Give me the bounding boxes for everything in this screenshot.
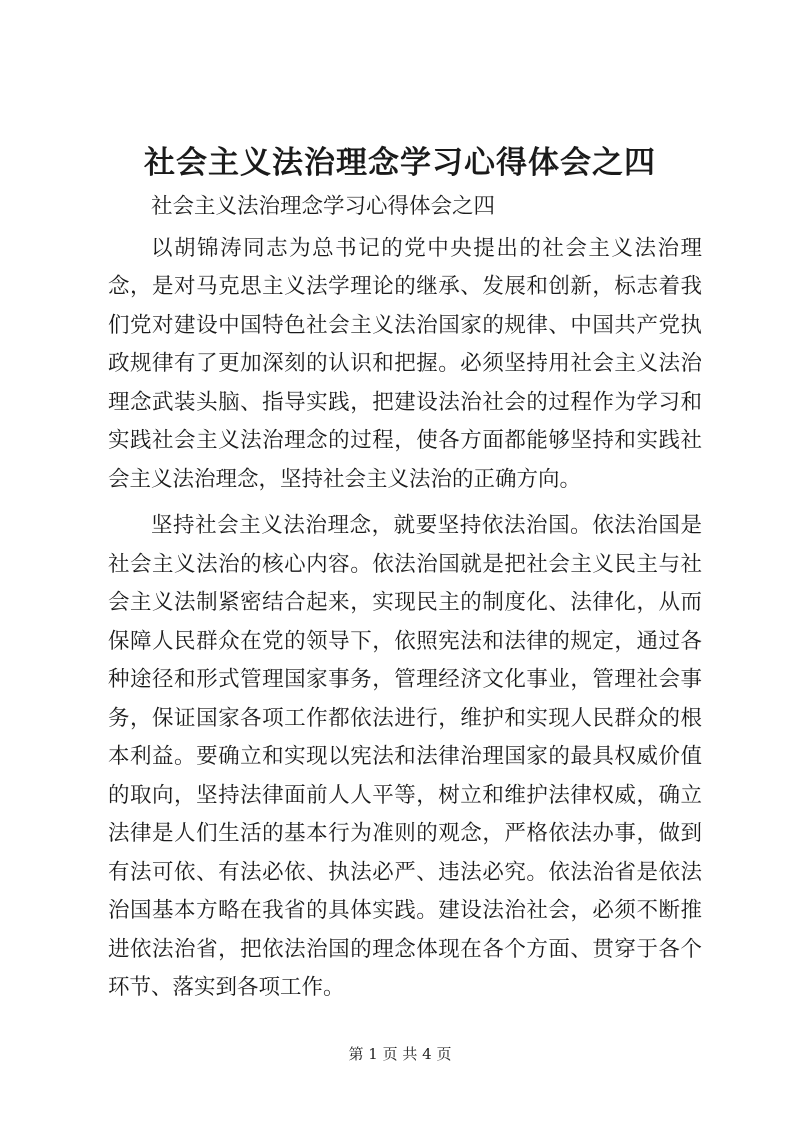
paragraph-2: 坚持社会主义法治理念，就要坚持依法治国。依法治国是社会主义法治的核心内容。依法治国就是把社会主义民主与社会主义法制紧密结合起来，实现民主的制度化、法律化，从而保障人民群众在党的领导下，依照宪法和法律的规定，通过各种途径和形式管理国家事务，管理经济文化事业，管理社会事务，保证国家各项工作都依法进行，维护和实现人民群众的根本利益。要确立和实现以宪法和法律治理国家的最具权威价值的取向，坚持法律面前人人平等，树立和维护法律权威，确立法律是人们生活的基本行为准则的观念，严格依法办事，做到有法可依、有法必依、执法必严、违法必究。依法治省是依法治国基本方略在我省的具体实践。建设法治社会，必须不断推进依法治省，把依法治国的理念体现在各个方面、贯穿于各个环节、落实到各项工作。: [108, 513, 702, 1000]
document-title: 社会主义法治理念学习心得体会之四: [144, 145, 656, 181]
document-body: [108, 188, 702, 1008]
page-number-footer: 第 1 页 共 4 页: [348, 1045, 452, 1063]
paragraph-1: 以胡锦涛同志为总书记的党中央提出的社会主义法治理念，是对马克思主义法学理论的继承、发展和创新，标志着我们党对建设中国特色社会主义法治国家的规律、中国共产党执政规律有了更加深刻的认识和把握。必须坚持用社会主义法治理念武装头脑、指导实践，把建设法治社会的过程作为学习和实践社会主义法治理念的过程，使各方面都能够坚持和实践社会主义法治理念，坚持社会主义法治的正确方向。: [108, 235, 702, 492]
paragraph-subtitle: 社会主义法治理念学习心得体会之四: [151, 194, 496, 219]
